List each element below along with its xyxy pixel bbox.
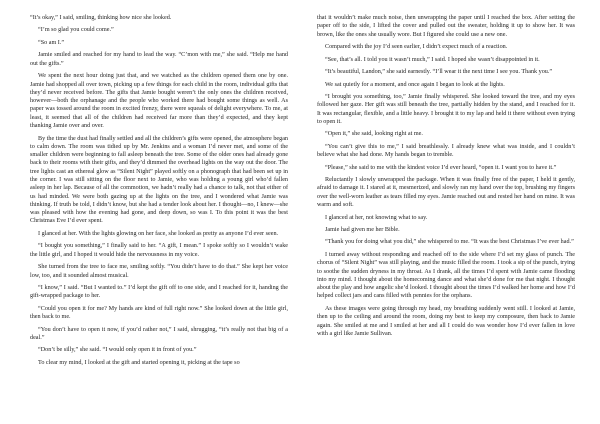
- paragraph: Compared with the joy I’d seen earlier, I didn’t expect much of a reaction.: [325, 44, 508, 51]
- paragraph: Jamie had given me her Bible.: [325, 227, 400, 233]
- paragraph: “I know,” I said. “But I wanted to.” I’d kept the gift off to one side, and I reached for it, handing the gift-wrapped package to her.: [30, 285, 288, 300]
- paragraph: “Don’t be silly,” she said. “I would only open it in front of you.”: [38, 347, 197, 354]
- paragraph: “I’m so glad you could come.”: [38, 27, 114, 34]
- paragraph: “Could you open it for me? My hands are kind of full right now.” She looked down at the little girl, then back to me.: [30, 305, 288, 321]
- paragraph: We spent the next hour doing just that, and we watched as the children opened them one by one. Jamie had shopped all over town, picking up a few things for each child in the room, individual gifts that they’d never received before. The gifts that Jamie bought weren’t the only ones the children received, however—both the orphanage and the people who worked there had bought some things as well. As paper was tossed around the room in excited frenzy, there were squeals of delight everywhere. To me, at least, it seemed that all of the children had received far more than they’d expected, and they kept thanking Jamie over and over.: [30, 73, 288, 130]
- paragraph: “I bought you something,” I finally said to her. “A gift, I mean.” I spoke softly so I wouldn’t wake the little girl, and I hoped it would hide the nervousness in my voice.: [30, 243, 288, 258]
- paragraph: I glanced at her, not knowing what to say.: [325, 214, 428, 221]
- paragraph: “Please,” she said to me with the kindest voice I’d ever heard, “open it. I want you to have it.”: [325, 164, 557, 171]
- paragraph: I turned away without responding and reached off to the side where I’d set my glass of punch. The chorus of “Silent Night” was still playing, and the music filled the room. I took a sip of the punch, trying to soothe the sudden dryness in my throat. As I drank, all the times I’d spent with Jamie came flooding into my mind. I thought about the homecoming dance and what she’d done for me that night. I thought about the play and how angelic she’d looked. I thought about the times I’d walked her home and how I’d helped collect jars and cans filled with pennies for the orphans.: [317, 251, 575, 300]
- paragraph: “You can’t give this to me,” I said breathlessly. I already knew what was inside, and I couldn’t believe what she had done. My hands began to tremble.: [317, 143, 575, 159]
- paragraph: By the time the dust had finally settled and all the children’s gifts were opened, the atmosphere began to calm down. The room was tidied up by Mr. Jenkins and a woman I’d never met, and some of the smaller children were beginning to fall asleep beneath the tree. Some of the older ones had already gone back to their rooms with their gifts, and they’d dimmed the overhead lights on the way out the door. The tree lights cast an ethereal glow as “Silent Night” played softly on a phonograph that had been set up in the corner. I was still sitting on the floor next to Jamie, who was holding a young girl who’d fallen asleep in her lap. Because of all the commotion, we hadn’t really had a chance to talk, not that either of us had minded. We were both gazing up at the lights on the tree, and I wondered what Jamie was thinking. If truth be told, I didn’t know, but she had a tender look about her. I thought—no, I knew—she was pleased with how the evening had gone, and deep down, so was I. To this point it was the best Christmas Eve I’d ever spent.: [30, 135, 288, 225]
- paragraph: Jamie smiled and reached for my hand to lead the way. “C’mon with me,” she said. “Help me hand out the gifts.”: [30, 52, 288, 67]
- paragraph: I glanced at her. With the lights glowing on her face, she looked as pretty as anyone I’d ever seen.: [38, 230, 279, 237]
- left-column: [30, 14, 288, 371]
- paragraph: “Open it,” she said, looking right at me.: [325, 131, 423, 138]
- paragraph: “I brought you something, too,” Jamie finally whispered. She looked toward the tree, and my eyes followed her gaze. Her gift was still beneath the tree, partially hidden by the stand, and I reached for it. It was rectangular, flexible, and a little heavy. I brought it to my lap and held it there without even trying to open it.: [317, 94, 575, 125]
- paragraph: She turned from the tree to face me, smiling softly. “You didn’t have to do that.” She kept her voice low, too, and it sounded almost musical.: [30, 264, 288, 279]
- paragraph: “You don’t have to open it now, if you’d rather not,” I said, shrugging, “it’s really not that big of a deal.”: [30, 326, 288, 341]
- paragraph: As these images were going through my head, my breathing suddenly went still. I looked at Jamie, then up to the ceiling and around the room, doing my best to keep my composure, then back to Jamie again. She smiled at me and I smiled at her and all I could do was wonder how I’d ever fallen in love with a girl like Jamie Sullivan.: [317, 305, 575, 337]
- right-column: [317, 14, 575, 342]
- paragraph: “Thank you for doing what you did,” she whispered to me. “It was the best Christmas I’ve ever had.”: [325, 239, 574, 246]
- paragraph: We sat quietly for a moment, and once again I began to look at the lights.: [325, 81, 505, 88]
- paragraph: “See, that’s all. I told you it wasn’t much,” I said. I hoped she wasn’t disappointed in it.: [325, 56, 540, 63]
- paragraph: “It’s beautiful, Landon,” she said earnestly. “I’ll wear it the next time I see you. Thank you.”: [325, 69, 553, 76]
- paragraph: Reluctantly I slowly unwrapped the package. When it was finally free of the paper, I held it gently, afraid to damage it. I stared at it, mesmerized, and slowly ran my hand over the top, brushing my fingers over the well-worn leather as tears filled my eyes. Jamie reached out and rested her hand on mine. It was warm and soft.: [317, 177, 575, 209]
- paragraph: “So am I.”: [38, 39, 65, 46]
- paragraph: that it wouldn’t make much noise, then unwrapping the paper until I reached the box. After setting the paper off to the side, I lifted the cover and pulled out the sweater, holding it up to show her. It was brown, like the ones she usually wore. But I figured she could use a new one.: [317, 15, 575, 38]
- paragraph: “It’s okay,” I said, smiling, thinking how nice she looked.: [30, 15, 172, 21]
- paragraph: To clear my mind, I looked at the gift and started opening it, picking at the tape so: [38, 359, 240, 366]
